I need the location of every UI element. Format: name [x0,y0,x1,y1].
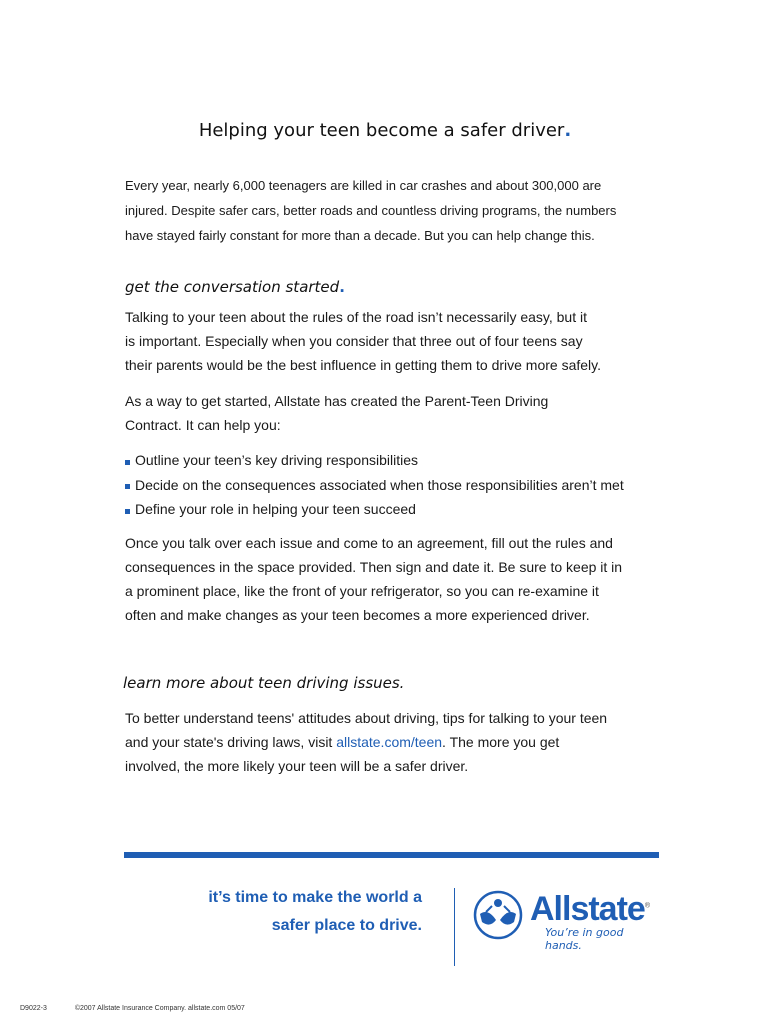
paragraph-text: and your state's driving laws, visit [125,734,337,750]
paragraph-text: . The more you get [442,734,560,750]
intro-line: Every year, nearly 6,000 teenagers are killed in car crashes and about 300,000 are [125,178,602,193]
page-title-text: Helping your teen become a safer driver [198,120,565,141]
registered-mark: ® [644,902,649,910]
paragraph-line: As a way to get started, Allstate has created the Parent-Teen Driving [125,393,549,409]
page-title [0,120,770,141]
tagline [208,884,422,940]
bullet-text: Define your role in helping your teen succeed [135,501,416,517]
section-heading-conversation [125,278,345,296]
allstate-logo [472,890,662,952]
bullet-text: Decide on the consequences associated when those responsibilities aren’t met [135,476,624,493]
document-code: D9022-3 [20,1005,47,1012]
section-heading-text: get the conversation started [125,278,340,296]
hands-icon [472,890,524,940]
brand-text: Allstate [530,890,645,928]
paragraph-line: To better understand teens' attitudes about driving, tips for talking to your teen [125,710,608,726]
list-item [125,473,685,498]
bullet-list [125,448,685,522]
paragraph-line: Talking to your teen about the rules of the road isn’t necessarily easy, but it [125,309,587,325]
copyright-text: ©2007 Allstate Insurance Company. allstate.com 05/07 [74,1005,245,1012]
bullet-text: Outline your teen’s key driving responsibilities [135,452,418,468]
paragraph-line: is important. Especially when you consider that three out of four teens say [125,333,583,349]
bullet-square-icon [125,484,130,489]
paragraph-line [125,730,685,754]
footer [20,1005,271,1012]
intro-line: have stayed fairly constant for more than a decade. But you can help change this. [125,228,595,243]
list-item [125,448,685,473]
paragraph-line: their parents would be the best influence in getting them to drive more safely. [125,357,602,373]
conversation-paragraph [125,305,665,377]
heading-dot: . [339,278,345,296]
intro-line: injured. Despite safer cars, better roads and countless driving programs, the numbers [125,203,617,218]
paragraph-line: Contract. It can help you: [125,417,281,433]
tagline-line: safer place to drive. [271,917,422,934]
brand-slogan: You’re in good hands. [545,926,624,952]
allstate-teen-link[interactable]: allstate.com/teen [336,734,443,750]
paragraph-line: Once you talk over each issue and come to an agreement, fill out the rules and [125,535,613,551]
bullet-square-icon [125,460,130,465]
bullet-square-icon [125,509,130,514]
agreement-paragraph [125,531,665,627]
learn-more-paragraph [125,706,685,778]
tagline-line: it’s time to make the world a [208,889,422,906]
vertical-divider [454,888,455,966]
title-dot: . [564,120,572,141]
brand-name [530,890,649,929]
section-heading-learn-more: learn more about teen driving issues. [123,674,405,692]
intro-paragraph [125,173,665,248]
contract-paragraph [125,389,665,437]
divider-rule [124,852,659,858]
list-item [125,497,685,522]
paragraph-line: consequences in the space provided. Then sign and date it. Be sure to keep it in [125,559,623,575]
paragraph-line: often and make changes as your teen becomes a more experienced driver. [125,607,590,623]
paragraph-line: a prominent place, like the front of your refrigerator, so you can re-examine it [125,583,599,599]
paragraph-line: involved, the more likely your teen will be a safer driver. [125,758,469,774]
